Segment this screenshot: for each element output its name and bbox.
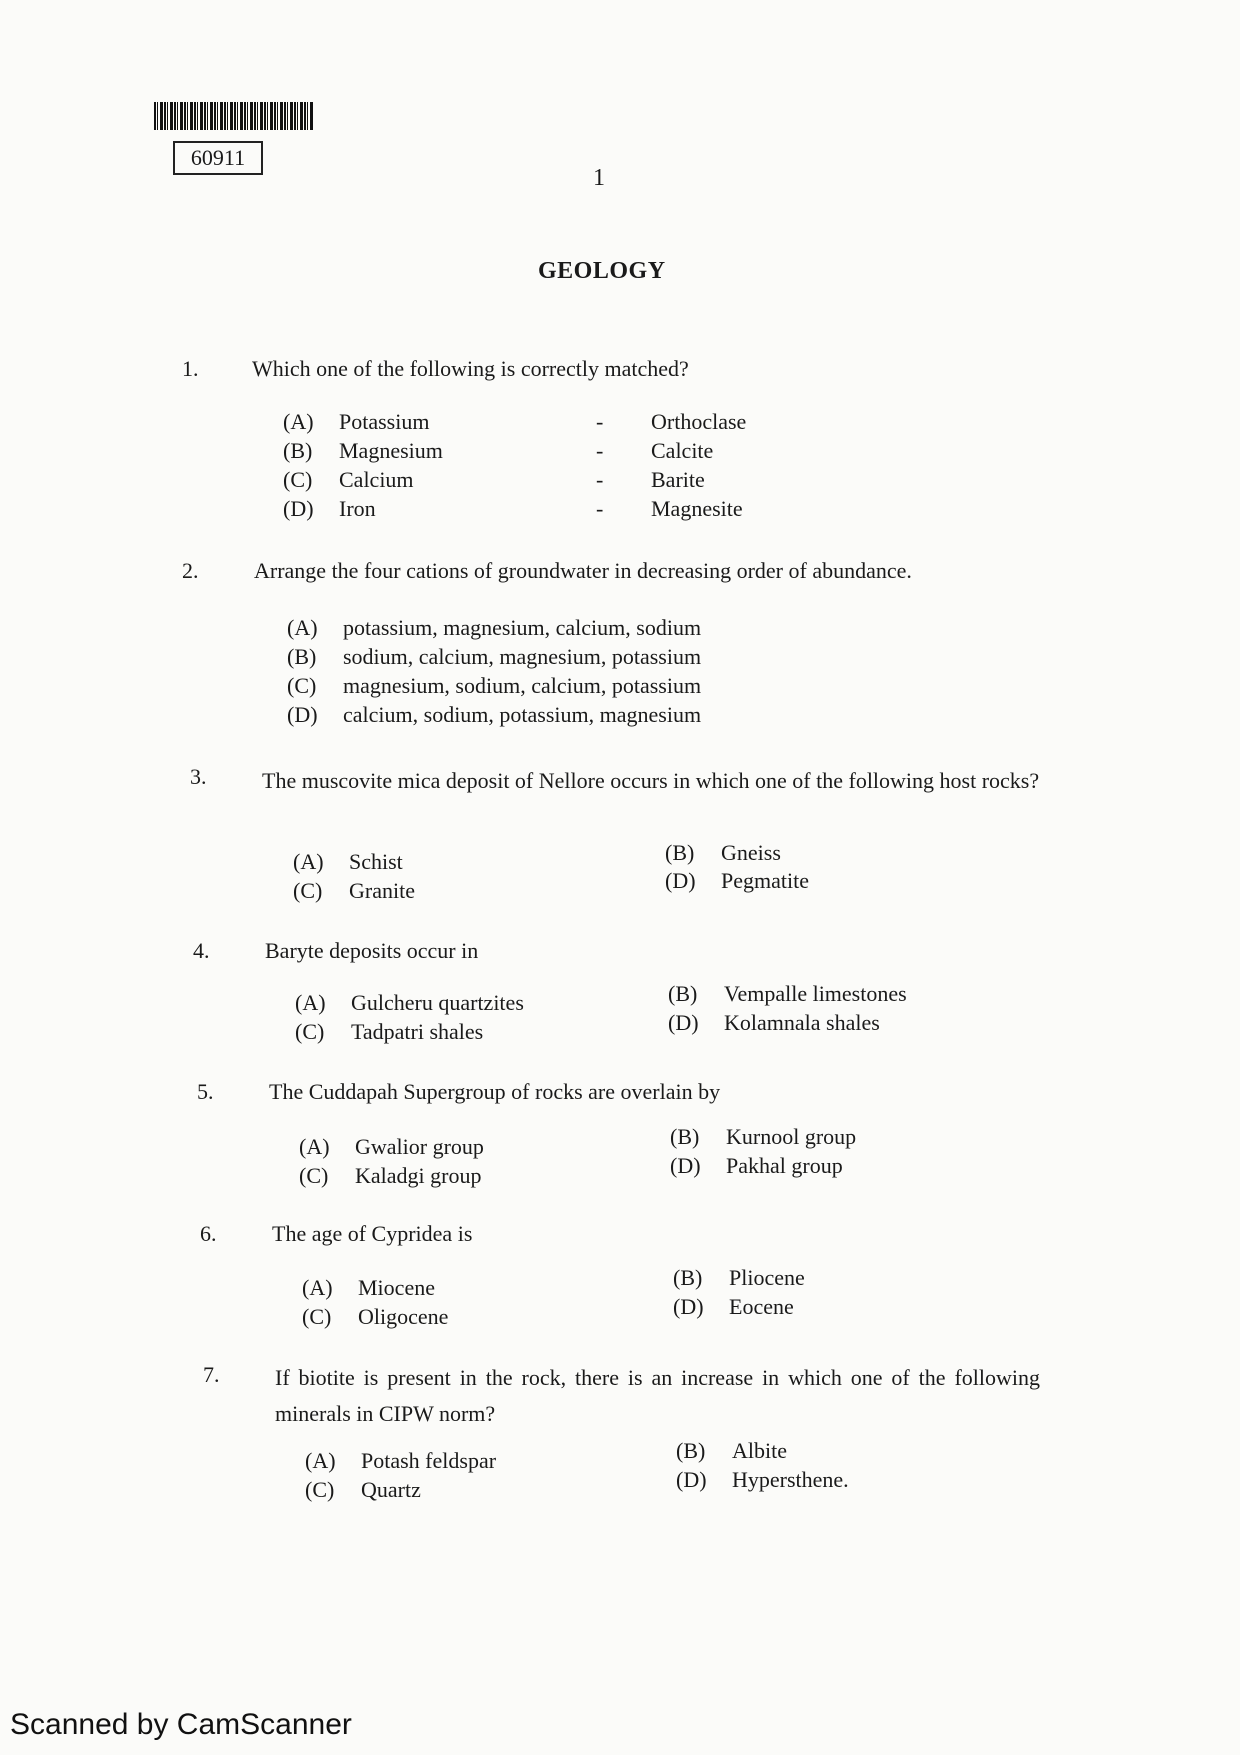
question-4 bbox=[193, 936, 1053, 976]
question-text: Which one of the following is correctly matched? bbox=[252, 356, 689, 381]
option-label: (C) bbox=[283, 467, 313, 492]
option-a bbox=[299, 1133, 484, 1161]
option-label: (A) bbox=[283, 409, 314, 434]
scanner-watermark: Scanned by CamScanner bbox=[10, 1708, 352, 1741]
option-text: Oligocene bbox=[358, 1304, 449, 1329]
question-text: Baryte deposits occur in bbox=[265, 938, 479, 963]
option-text: Pakhal group bbox=[726, 1153, 843, 1178]
option-c bbox=[295, 1018, 483, 1046]
option-label: (B) bbox=[283, 438, 313, 463]
option-a bbox=[305, 1447, 496, 1475]
question-5 bbox=[197, 1077, 1057, 1117]
option-right: Calcite bbox=[651, 438, 714, 463]
option-label: (A) bbox=[293, 849, 324, 874]
option-label: (C) bbox=[287, 673, 317, 698]
option-text: Hypersthene. bbox=[732, 1467, 849, 1492]
paper-code: 60911 bbox=[173, 141, 263, 175]
option-text: Schist bbox=[349, 849, 403, 874]
option-b bbox=[287, 643, 701, 671]
option-right: Magnesite bbox=[651, 496, 743, 521]
question-text: The age of Cypridea is bbox=[272, 1221, 473, 1246]
option-a bbox=[302, 1274, 435, 1302]
question-number: 7. bbox=[203, 1362, 220, 1387]
option-d bbox=[287, 701, 701, 729]
option-label: (D) bbox=[287, 702, 318, 727]
option-text: Pegmatite bbox=[721, 868, 809, 893]
question-number: 3. bbox=[190, 764, 207, 789]
question-7 bbox=[203, 1360, 1063, 1430]
option-b bbox=[670, 1123, 856, 1151]
barcode-image bbox=[154, 102, 314, 130]
option-left: Iron bbox=[339, 496, 376, 521]
match-option-a bbox=[283, 408, 747, 436]
option-d bbox=[668, 1009, 880, 1037]
match-option-c bbox=[283, 466, 705, 494]
option-label: (D) bbox=[668, 1010, 699, 1035]
option-text: sodium, calcium, magnesium, potassium bbox=[343, 644, 702, 669]
option-c bbox=[305, 1476, 421, 1504]
question-number: 5. bbox=[197, 1079, 214, 1104]
option-text: Vempalle limestones bbox=[724, 981, 907, 1006]
option-text: potassium, magnesium, calcium, sodium bbox=[343, 615, 702, 640]
option-c bbox=[287, 672, 701, 700]
option-b bbox=[673, 1264, 805, 1292]
option-c bbox=[299, 1162, 481, 1190]
option-d bbox=[673, 1293, 794, 1321]
question-2 bbox=[182, 556, 1042, 596]
match-option-b bbox=[283, 437, 714, 465]
option-text: Eocene bbox=[729, 1294, 794, 1319]
option-left: Potassium bbox=[339, 409, 430, 434]
option-label: (B) bbox=[287, 644, 317, 669]
option-separator: - bbox=[596, 467, 604, 492]
option-text: Gwalior group bbox=[355, 1134, 484, 1159]
option-label: (B) bbox=[668, 981, 698, 1006]
question-text: If biotite is present in the rock, there is an increase in which one of the following minerals in CIPW norm? bbox=[275, 1365, 1040, 1426]
option-b bbox=[665, 839, 781, 867]
option-d bbox=[665, 867, 809, 895]
option-label: (D) bbox=[283, 496, 314, 521]
option-text: Quartz bbox=[361, 1477, 421, 1502]
option-label: (D) bbox=[670, 1153, 701, 1178]
option-right: Barite bbox=[651, 467, 705, 492]
option-label: (C) bbox=[302, 1304, 332, 1329]
option-text: Kolamnala shales bbox=[724, 1010, 880, 1035]
option-label: (C) bbox=[299, 1163, 329, 1188]
option-b bbox=[668, 980, 907, 1008]
page-title: GEOLOGY bbox=[538, 258, 666, 284]
question-text: The muscovite mica deposit of Nellore occurs in which one of the following host rocks? bbox=[262, 768, 1040, 793]
option-label: (B) bbox=[676, 1438, 706, 1463]
option-separator: - bbox=[596, 409, 604, 434]
question-6 bbox=[200, 1219, 1060, 1259]
option-label: (A) bbox=[299, 1134, 330, 1159]
option-c bbox=[293, 877, 415, 905]
option-c bbox=[302, 1303, 448, 1331]
option-right: Orthoclase bbox=[651, 409, 747, 434]
option-label: (B) bbox=[665, 840, 695, 865]
option-label: (A) bbox=[287, 615, 318, 640]
question-number: 2. bbox=[182, 558, 199, 583]
option-label: (D) bbox=[676, 1467, 707, 1492]
option-label: (A) bbox=[302, 1275, 333, 1300]
option-label: (A) bbox=[305, 1448, 336, 1473]
option-text: Tadpatri shales bbox=[351, 1019, 484, 1044]
option-text: Potash feldspar bbox=[361, 1448, 497, 1473]
option-d bbox=[676, 1466, 849, 1494]
option-label: (C) bbox=[305, 1477, 335, 1502]
option-text: Albite bbox=[732, 1438, 787, 1463]
option-separator: - bbox=[596, 496, 604, 521]
option-b bbox=[676, 1437, 787, 1465]
option-label: (D) bbox=[673, 1294, 704, 1319]
question-number: 4. bbox=[193, 938, 210, 963]
option-label: (B) bbox=[673, 1265, 703, 1290]
option-text: Miocene bbox=[358, 1275, 435, 1300]
option-label: (B) bbox=[670, 1124, 700, 1149]
option-left: Calcium bbox=[339, 467, 414, 492]
option-a bbox=[287, 614, 701, 642]
option-label: (C) bbox=[295, 1019, 325, 1044]
question-number: 6. bbox=[200, 1221, 217, 1246]
option-text: Gneiss bbox=[721, 840, 781, 865]
option-a bbox=[293, 848, 403, 876]
question-text: The Cuddapah Supergroup of rocks are overlain by bbox=[269, 1079, 721, 1104]
option-a bbox=[295, 989, 524, 1017]
option-text: magnesium, sodium, calcium, potassium bbox=[343, 673, 702, 698]
match-option-d bbox=[283, 495, 743, 523]
question-number: 1. bbox=[182, 356, 199, 381]
option-text: Granite bbox=[349, 878, 415, 903]
option-label: (D) bbox=[665, 868, 696, 893]
option-text: calcium, sodium, potassium, magnesium bbox=[343, 702, 702, 727]
question-3 bbox=[190, 762, 1050, 832]
option-text: Gulcheru quartzites bbox=[351, 990, 524, 1015]
option-text: Kurnool group bbox=[726, 1124, 857, 1149]
option-text: Kaladgi group bbox=[355, 1163, 482, 1188]
option-text: Pliocene bbox=[729, 1265, 805, 1290]
option-left: Magnesium bbox=[339, 438, 443, 463]
option-d bbox=[670, 1152, 843, 1180]
option-label: (C) bbox=[293, 878, 323, 903]
option-label: (A) bbox=[295, 990, 326, 1015]
page-number: 1 bbox=[593, 165, 605, 191]
option-separator: - bbox=[596, 438, 604, 463]
question-text: Arrange the four cations of groundwater in decreasing order of abundance. bbox=[254, 558, 912, 583]
